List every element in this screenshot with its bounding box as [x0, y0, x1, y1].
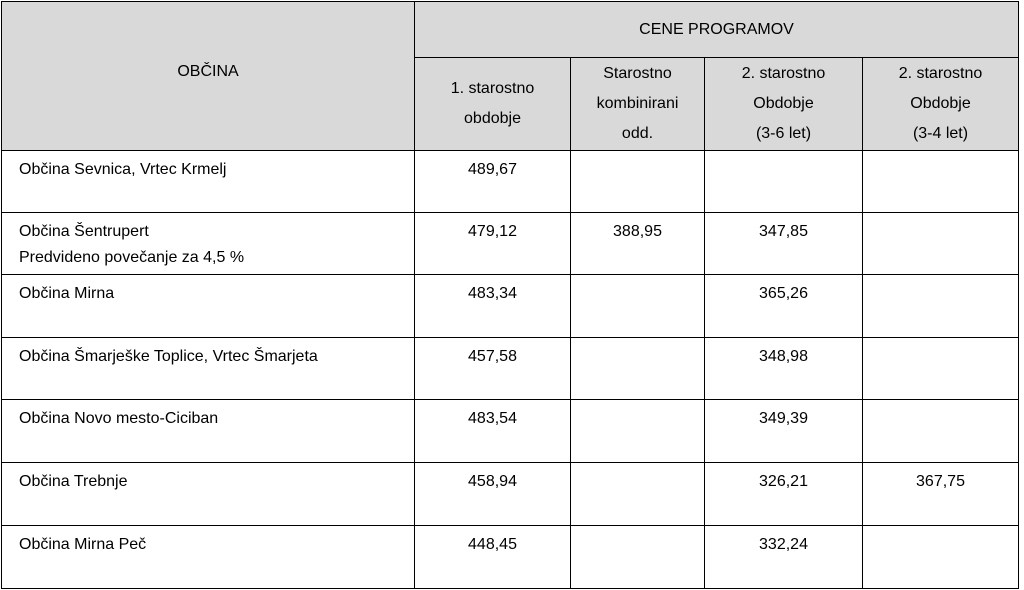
municipality-name: Občina Trebnje [2, 463, 415, 526]
price-cell [571, 526, 705, 589]
price-cell [863, 400, 1019, 463]
price-cell: 483,54 [415, 400, 571, 463]
municipality-name: Občina Šmarješke Toplice, Vrtec Šmarjeta [2, 338, 415, 400]
price-cell: 347,85 [705, 213, 863, 275]
header-obcina: OBČINA [2, 2, 415, 151]
price-cell [705, 151, 863, 213]
price-cell [863, 275, 1019, 338]
price-table [1, 1, 1019, 589]
header-cene-programov: CENE PROGRAMOV [415, 2, 1019, 58]
table-row [2, 400, 1019, 463]
municipality-name: Občina Sevnica, Vrtec Krmelj [2, 151, 415, 213]
price-cell [571, 463, 705, 526]
price-cell: 388,95 [571, 213, 705, 275]
municipality-name: Občina Šentrupert Predvideno povečanje za 4,5 % [2, 213, 415, 275]
price-cell: 489,67 [415, 151, 571, 213]
price-cell: 367,75 [863, 463, 1019, 526]
table-row [2, 463, 1019, 526]
municipality-name: Občina Mirna [2, 275, 415, 338]
price-cell: 479,12 [415, 213, 571, 275]
price-cell: 483,34 [415, 275, 571, 338]
price-cell [571, 338, 705, 400]
price-cell: 332,24 [705, 526, 863, 589]
header-col-3: 2. starostno Obdobje (3-6 let) [705, 58, 863, 151]
municipality-name: Občina Novo mesto-Ciciban [2, 400, 415, 463]
price-cell [571, 400, 705, 463]
price-cell: 458,94 [415, 463, 571, 526]
price-cell: 448,45 [415, 526, 571, 589]
table-row [2, 275, 1019, 338]
table-row [2, 526, 1019, 589]
table-row [2, 151, 1019, 213]
municipality-name: Občina Mirna Peč [2, 526, 415, 589]
table-row [2, 213, 1019, 275]
price-cell [863, 213, 1019, 275]
price-cell: 457,58 [415, 338, 571, 400]
header-col-4: 2. starostno Obdobje (3-4 let) [863, 58, 1019, 151]
price-cell: 349,39 [705, 400, 863, 463]
price-cell: 348,98 [705, 338, 863, 400]
price-cell [863, 151, 1019, 213]
price-cell: 326,21 [705, 463, 863, 526]
table-row [2, 338, 1019, 400]
price-cell [571, 275, 705, 338]
price-cell [863, 526, 1019, 589]
header-col-2: Starostno kombinirani odd. [571, 58, 705, 151]
price-cell: 365,26 [705, 275, 863, 338]
price-cell [863, 338, 1019, 400]
header-col-1: 1. starostno obdobje [415, 58, 571, 151]
price-cell [571, 151, 705, 213]
